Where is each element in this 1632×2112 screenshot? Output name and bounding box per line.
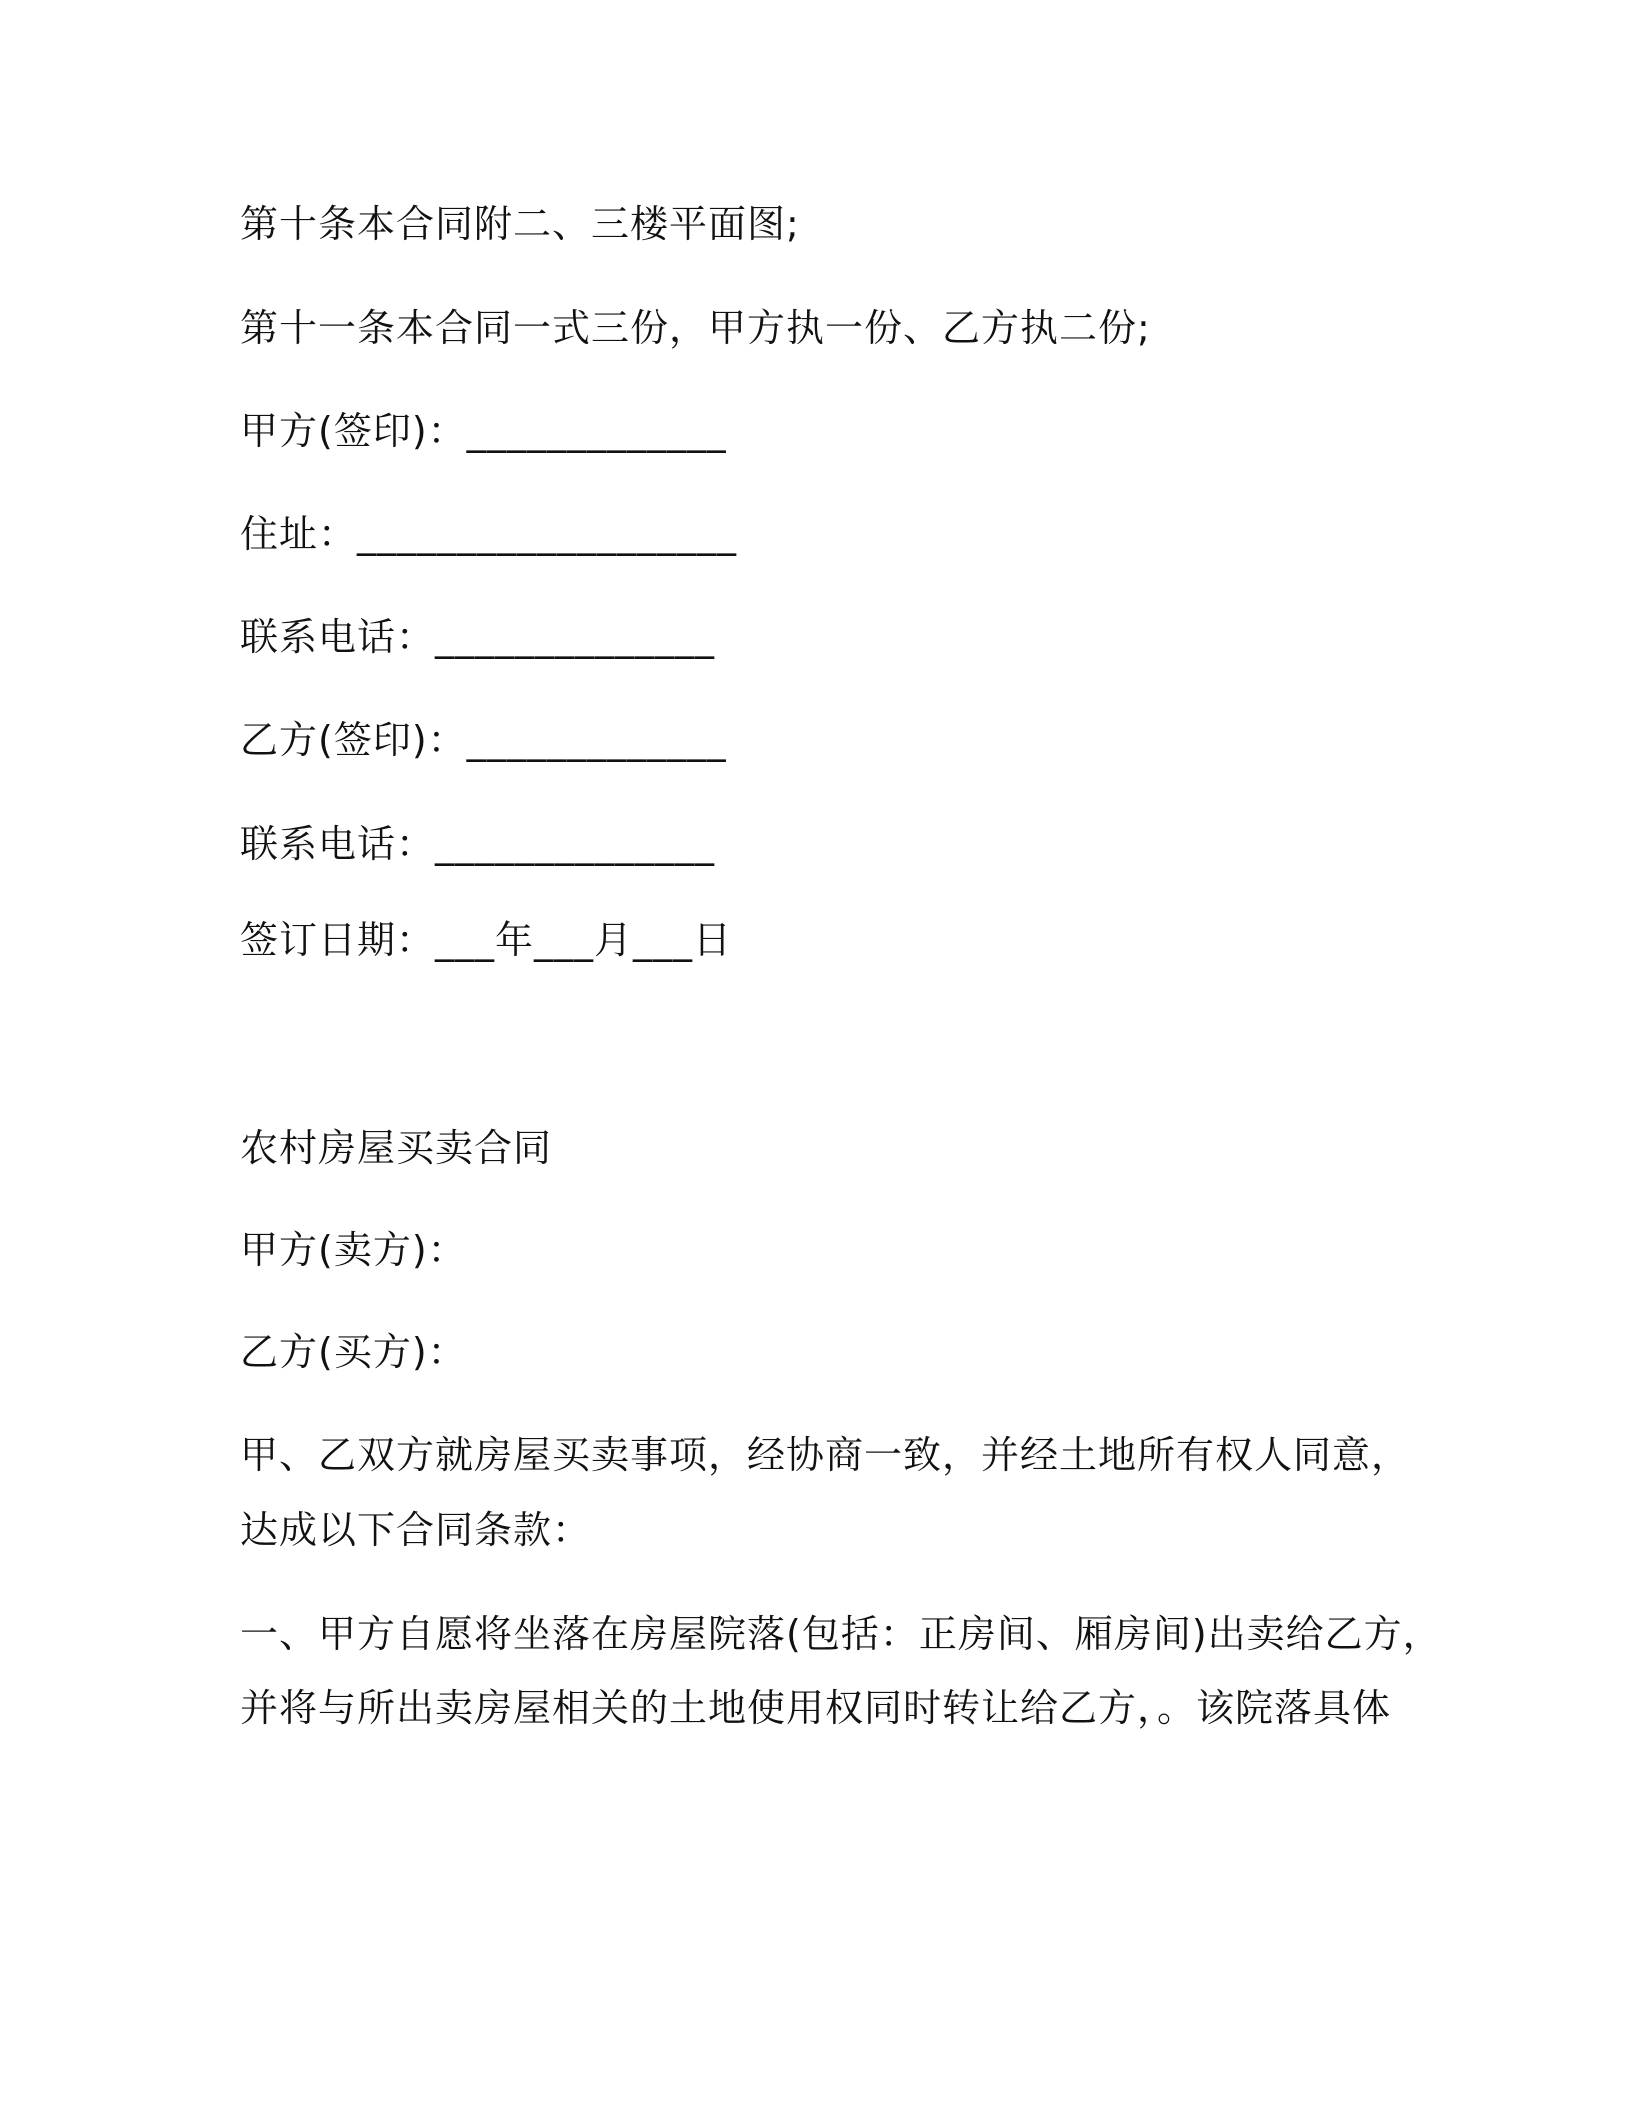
address-line: 住址：___________________ — [240, 512, 738, 556]
article-10-text: 第十条本合同附二、三楼平面图; — [240, 202, 800, 246]
seller-line: 甲方(卖方)： — [240, 1228, 467, 1272]
buyer-line: 乙方(买方)： — [240, 1330, 467, 1374]
agreement-paragraph-line-1: 甲、乙双方就房屋买卖事项，经协商一致，并经土地所有权人同意， — [240, 1433, 1411, 1477]
agreement-paragraph-line-2: 达成以下合同条款： — [240, 1508, 592, 1552]
party-a-phone-line: 联系电话：______________ — [240, 615, 716, 659]
clause-one-line-1: 一、甲方自愿将坐落在房屋院落(包括：正房间、厢房间)出卖给乙方， — [240, 1612, 1442, 1656]
contract-title: 农村房屋买卖合同 — [240, 1126, 553, 1170]
party-a-signature-line: 甲方(签印)：_____________ — [240, 409, 727, 453]
party-b-signature-line: 乙方(签印)：_____________ — [240, 718, 727, 762]
party-b-phone-line: 联系电话：______________ — [240, 822, 716, 866]
article-11-text: 第十一条本合同一式三份，甲方执一份、乙方执二份; — [240, 306, 1151, 350]
clause-one-line-2: 并将与所出卖房屋相关的土地使用权同时转让给乙方，。该院落具体 — [240, 1686, 1392, 1730]
signing-date-line: 签订日期：___年___月___日 — [240, 918, 733, 962]
